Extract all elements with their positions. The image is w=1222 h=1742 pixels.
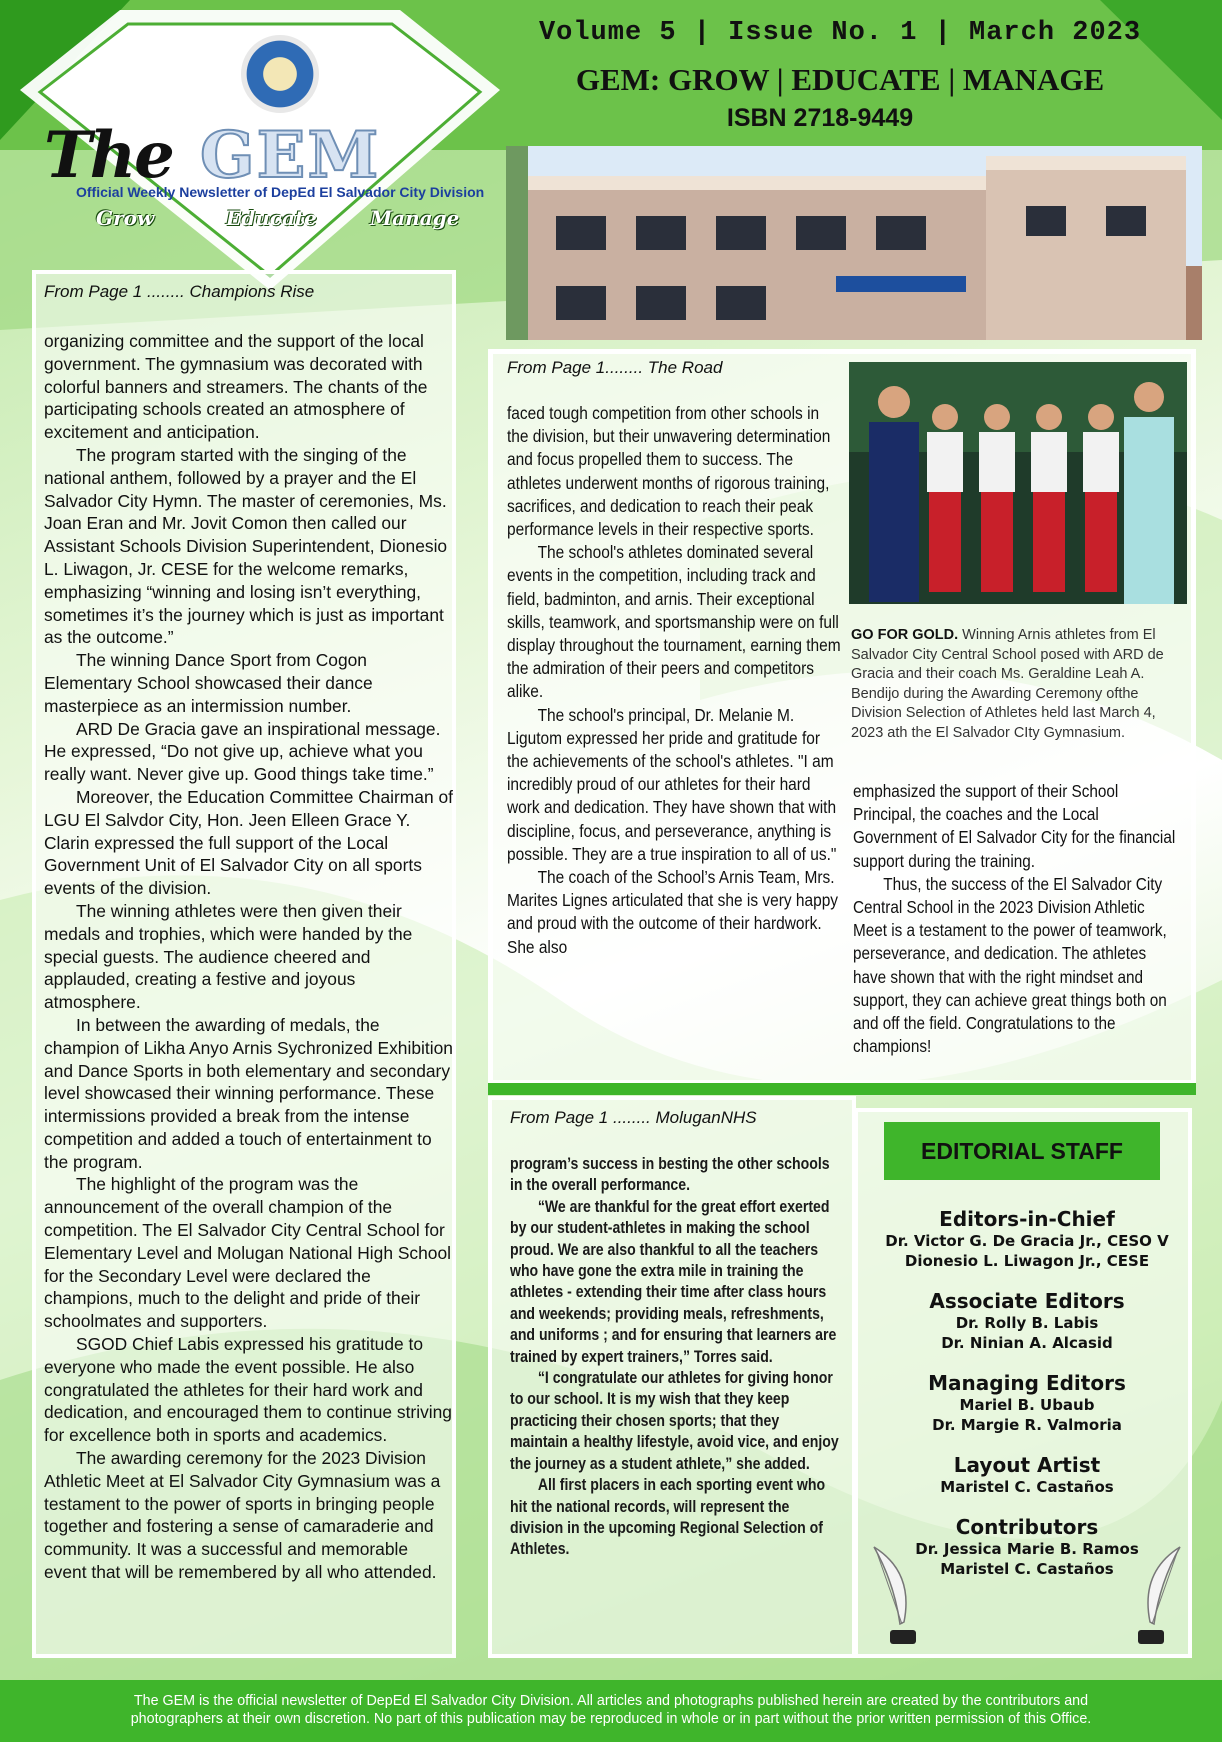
- staff-name: Maristel C. Castaños: [940, 1560, 1114, 1578]
- paragraph: faced tough competition from other schools in the division, but their unwavering determination and focus propelled them to success. The athletes underwent months of rigorous training, sacrifices, and dedication to reach their peak performance levels in their respective sports.: [507, 403, 831, 540]
- jump-line: From Page 1........ The Road: [507, 358, 723, 377]
- paragraph: SGOD Chief Labis expressed his gratitude to everyone who made the event possible. He also congratulated the athletes for their hard work and dedication, and encouraged them to continue striving for excellence both in sports and academics.: [44, 1334, 452, 1446]
- editorial-staff-box: [854, 1108, 1192, 1658]
- section-divider: [488, 1083, 1196, 1095]
- staff-name: Dionesio L. Liwagon Jr., CESE: [904, 1252, 1150, 1270]
- footer-disclaimer: [0, 1680, 1222, 1742]
- staff-role: Layout Artist: [953, 1453, 1101, 1477]
- paragraph: In between the awarding of medals, the champion of Likha Anyo Arnis Sychronized Exhibition and Dance Sports in both elementary and secondary level showcased their winning performance. These intermissions provided a break from the intense competition and added a touch of entertainment to the program.: [44, 1014, 453, 1172]
- staff-name: Dr. Margie R. Valmoria: [932, 1416, 1122, 1434]
- paragraph: The highlight of the program was the announcement of the overall champion of the competition. The El Salvador City Central School for Elementary Level and Molugan National High School for the Secondary Level were declared the champions, much to the delight and pride of their schoolmates and supporters.: [44, 1174, 451, 1332]
- paragraph: The awarding ceremony for the 2023 Division Athletic Meet at El Salvador City Gymnasium was a testament to the power of sports in bringing people together and fostering a sense of camaraderie and community. It was a successful and memorable event that will be remembered by all who attended.: [44, 1448, 441, 1583]
- paragraph: emphasized the support of their School Principal, the coaches and the Local Government of El Salvador City for the financial support during the training.: [853, 781, 1176, 871]
- champions-rise-article: [32, 270, 456, 1658]
- masthead-logo: [40, 26, 510, 256]
- staff-name: Mariel B. Ubaub: [959, 1396, 1095, 1414]
- quill-icon: [1120, 1542, 1190, 1652]
- caption-title: GO FOR GOLD.: [851, 627, 959, 643]
- article-body-right: [853, 780, 1182, 1058]
- logo-tagline: Official Weekly Newsletter of DepEd El Salvador City Division: [76, 184, 485, 200]
- paragraph: The winning athletes were then given their medals and trophies, which were handed by the special guests. The audience cheered and applauded, creating a festive and joyous atmosphere.: [44, 900, 413, 1013]
- staff-name: Dr. Rolly B. Labis: [955, 1314, 1099, 1332]
- molugan-nhs-article: [488, 1096, 856, 1658]
- school-building-photo: [506, 146, 1202, 340]
- volume-issue-date: Volume 5 | Issue No. 1 | March 2023: [538, 18, 1142, 48]
- paragraph: Thus, the success of the El Salvador City Central School in the 2023 Division Athletic Meet is a testament to the power of teamwork, perseverance, and dedication. The athletes have shown that with the right mindset and support, they can achieve great things both on and off the field. Congratulations to the champions!: [853, 873, 1167, 1057]
- paragraph: ARD De Gracia gave an inspirational message. He expressed, “Do not give up, achieve what you really want. Never give up. Good things take time.”: [44, 718, 441, 785]
- paragraph: The school's principal, Dr. Melanie M. Ligutom expressed her pride and gratitude for the achievements of the school's athletes. "I am incredibly proud of our athletes for their hard work and dedication. They have shown that with discipline, focus, and perseverance, anything is possible. They are a true inspiration to all of us.": [507, 704, 837, 864]
- athletes-photo: [849, 362, 1187, 604]
- the-road-article: [488, 349, 1196, 1085]
- article-body-left: [507, 402, 845, 959]
- paragraph: “We are thankful for the great effort exerted by our student-athletes in making the school proud. We are also thankful to all the teachers who have gone the extra mile in training the athletes - extending their time after class hours and weekends; providing meals, refreshments, and uniforms ; and for ensuring that learners are trained by expert trainers,” Torres said.: [510, 1197, 837, 1366]
- staff-role: Managing Editors: [928, 1371, 1126, 1395]
- isbn: ISBN 2718-9449: [726, 104, 914, 132]
- staff-role: Contributors: [955, 1515, 1099, 1539]
- photo-caption: [851, 626, 1191, 744]
- staff-name: Dr. Victor G. De Gracia Jr., CESO V: [885, 1232, 1169, 1250]
- staff-group: [858, 1453, 1196, 1497]
- staff-list: [858, 1207, 1196, 1597]
- gem-slogan: GEM: GROW | EDUCATE | MANAGE: [575, 62, 1105, 97]
- paragraph: The winning Dance Sport from Cogon Elementary School showcased their dance masterpiece as an intermission number.: [44, 650, 373, 716]
- motto-grow: Grow: [96, 206, 155, 230]
- staff-role: Associate Editors: [929, 1289, 1125, 1313]
- staff-group: [858, 1207, 1196, 1271]
- motto-manage: Manage: [370, 206, 460, 230]
- caption-text: Winning Arnis athletes from El Salvador City Central School posed with ARD de Gracia and their coach Ms. Geraldine Leah A. Bendijo during the Awarding Ceremony ofthe Division Selection of Athletes held last March 4, 2023 ath the El Salvador CIty Gymnasium.: [851, 627, 1164, 741]
- jump-line: From Page 1 ........ MoluganNHS: [510, 1108, 757, 1127]
- paragraph: The program started with the singing of the national anthem, followed by a prayer and the El Salvador City Hymn. The master of ceremonies, Ms. Joan Eran and Mr. Jovit Comon then called our Assistant Schools Division Superintendent, Dionesio L. Liwagon, Jr. CESE for the welcome remarks, emphasizing “winning and losing isn’t everything, sometimes it’s the journey which is just as important as the outcome.”: [44, 444, 448, 648]
- staff-group: [858, 1371, 1196, 1435]
- paragraph: Moreover, the Education Committee Chairman of LGU El Salvdor City, Hon. Jeen Elleen Grace Y. Clarin expressed the full support of the Local Government Unit of El Salvador City on all sports events of the division.: [44, 786, 453, 899]
- editorial-staff-heading: EDITORIAL STAFF: [884, 1122, 1160, 1180]
- paragraph: The coach of the School’s Arnis Team, Mrs. Marites Lignes articulated that she is very happy and proud with the outcome of their hardwork. She also: [507, 867, 839, 957]
- paragraph: organizing committee and the support of the local government. The gymnasium was decorated with colorful banners and streamers. The chants of the participating schools created an atmosphere of excitement and anticipation.: [44, 331, 428, 443]
- paragraph: program’s success in besting the other schools in the overall performance.: [510, 1155, 830, 1195]
- footer-line: The GEM is the official newsletter of DepEd El Salvador City Division. All articles and photographs published herein are created by the contributors and: [133, 1693, 1089, 1709]
- article-body: [44, 330, 454, 1584]
- paragraph: “I congratulate our athletes for giving honor to our school. It is my wish that they keep practicing their chosen sports; that they maintain a healthy lifestyle, avoid vice, and enjoy the journey as a student athlete,” she added.: [510, 1369, 839, 1473]
- masthead-info: [520, 18, 1160, 133]
- logo-gem: GEM: [200, 118, 381, 193]
- quill-icon: [864, 1542, 934, 1652]
- staff-role: Editors-in-Chief: [939, 1207, 1115, 1231]
- logo-the: The: [44, 118, 173, 193]
- division-seal-icon: [238, 32, 322, 116]
- staff-group: [858, 1289, 1196, 1353]
- staff-name: Dr. Jessica Marie B. Ramos: [915, 1540, 1139, 1558]
- paragraph: The school's athletes dominated several events in the competition, including track and field, badminton, and arnis. Their exceptional skills, teamwork, and sportsmanship were on full display throughout the tournament, earning them the admiration of their peers and competitors alike.: [507, 542, 841, 702]
- article-body: [510, 1154, 841, 1561]
- staff-name: Dr. Ninian A. Alcasid: [941, 1334, 1113, 1352]
- jump-line: From Page 1 ........ Champions Rise: [44, 282, 315, 301]
- motto-educate: Educate: [226, 206, 317, 230]
- staff-name: Maristel C. Castaños: [940, 1478, 1114, 1496]
- footer-line: photographers at their own discretion. No part of this publication may be reproduced in whole or in part without the prior written permission of this Office.: [130, 1711, 1092, 1727]
- paragraph: All first placers in each sporting event who hit the national records, will represent the division in the upcoming Regional Selection of Athletes.: [510, 1476, 826, 1559]
